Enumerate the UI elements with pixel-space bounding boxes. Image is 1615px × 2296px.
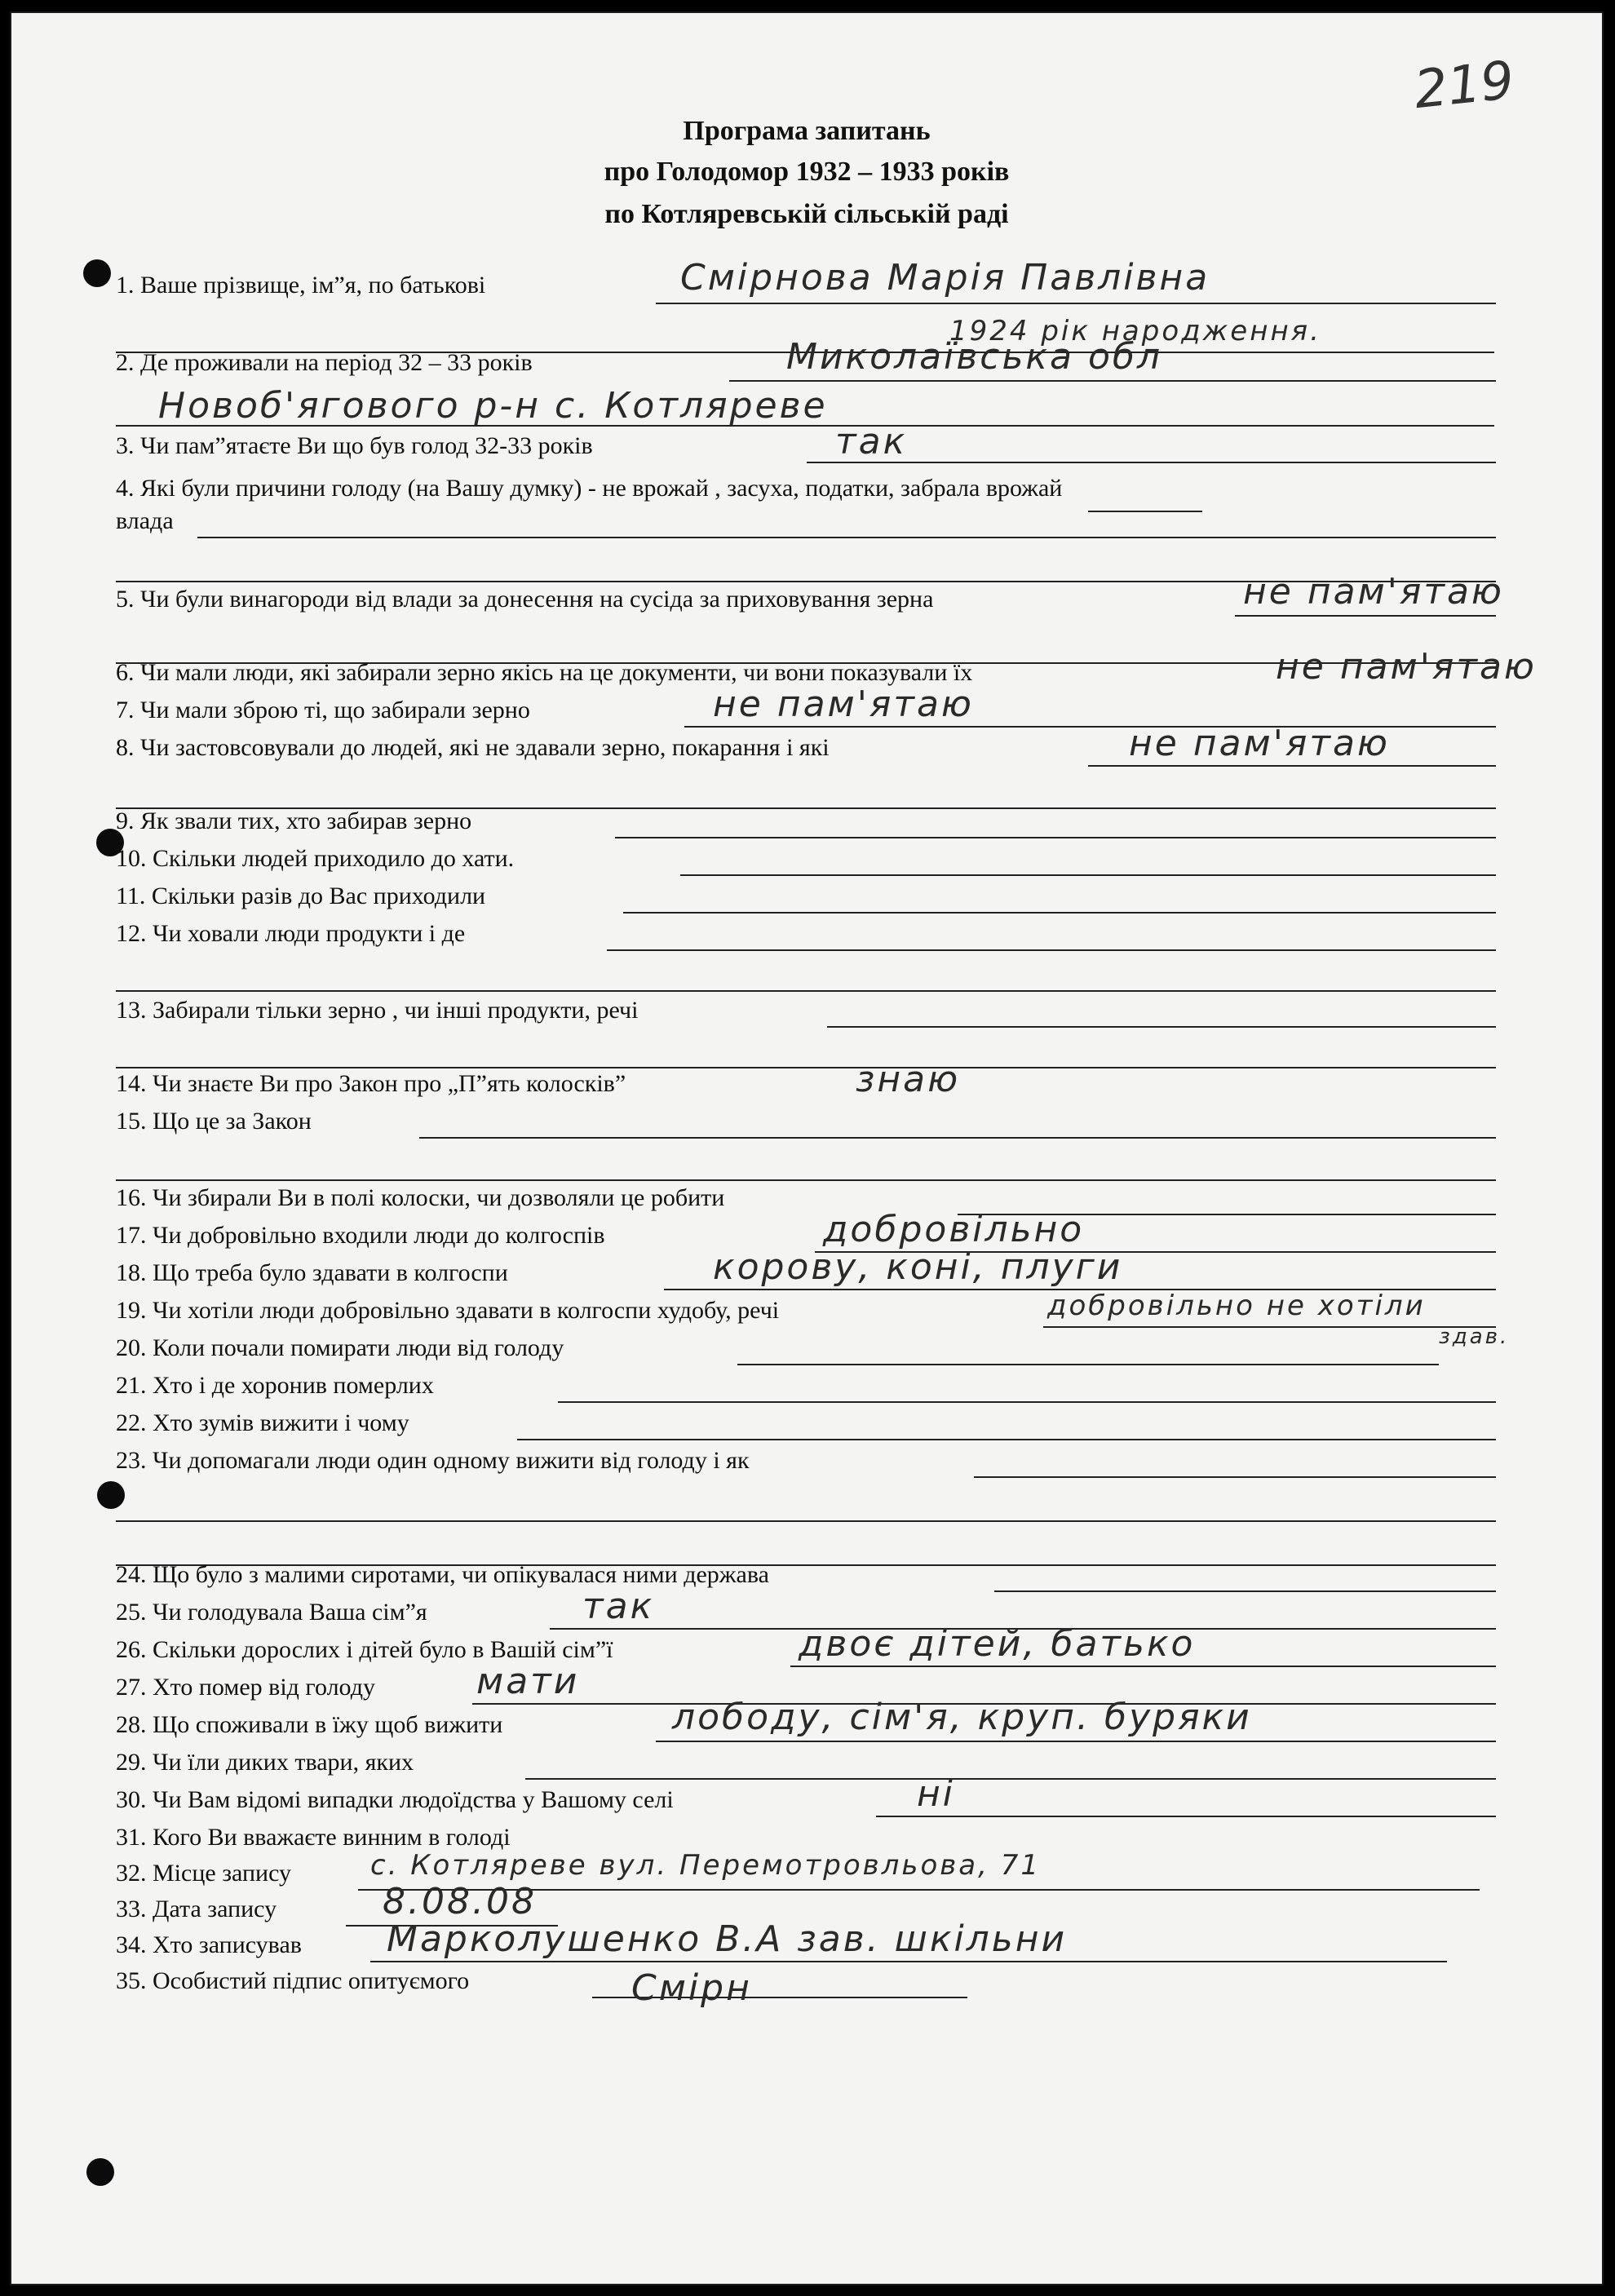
question-label: 34. Хто записував (116, 1931, 302, 1958)
answer-text: Марколушенко В.А зав. шкільни (387, 1918, 1068, 1960)
answer-line (623, 912, 1496, 914)
question-label: 18. Що треба було здавати в колгоспи (116, 1259, 508, 1286)
answer-text: ні (917, 1773, 955, 1815)
question-label: 15. Що це за Закон (116, 1108, 312, 1135)
answer-text: так (835, 421, 908, 462)
answer-text: лободу, сім'я, круп. буряки (672, 1697, 1252, 1738)
signature: Смірн (631, 1967, 752, 2009)
answer-text: знаю (856, 1059, 961, 1100)
question-11 (11, 881, 1602, 922)
answer-line (656, 1741, 1496, 1742)
question-label: 14. Чи знаєте Ви про Закон про „П”ять колосків” (116, 1070, 626, 1097)
question-label: 2. Де проживали на період 32 – 33 років (116, 349, 533, 376)
answer-text: Смірнова Марія Павлівна (680, 257, 1210, 299)
question-label: 5. Чи були винагороди від влади за донесення на сусіда за приховування зерна (116, 586, 934, 613)
question-label: 19. Чи хотіли люди добровільно здавати в колгоспи худобу, речі (116, 1297, 780, 1324)
question-label: 21. Хто і де хоронив померлих (116, 1372, 434, 1399)
answer-line (615, 837, 1496, 838)
answer-text-2: 1924 рік народження. (949, 315, 1321, 347)
question-label: 27. Хто помер від голоду (116, 1674, 375, 1701)
question-20 (11, 1333, 1602, 1374)
question-16 (11, 1183, 1602, 1223)
answer-line (116, 1179, 1496, 1181)
question-label: 32. Місце запису (116, 1860, 291, 1887)
question-2 (11, 336, 1602, 427)
answer-line (1043, 1326, 1496, 1328)
questionnaire-page (10, 11, 1604, 2285)
answer-text: не пам'ятаю (713, 683, 974, 725)
answer-text: так (582, 1586, 655, 1627)
question-10 (11, 843, 1602, 884)
answer-line (729, 380, 1496, 382)
answer-line (525, 1778, 1496, 1780)
answer-text: добровільно (823, 1209, 1085, 1250)
answer-line (807, 462, 1496, 463)
question-21 (11, 1370, 1602, 1411)
title-line-2: про Голодомор 1932 – 1933 років (604, 157, 1010, 187)
question-23 (11, 1445, 1602, 1486)
answer-text: мати (476, 1661, 580, 1702)
answer-text-2: Новоб'ягового р-н с. Котляреве (158, 385, 828, 427)
answer-text: 8.08.08 (383, 1881, 537, 1922)
question-label: 12. Чи ховали люди продукти і де (116, 920, 466, 947)
answer-text-2: здав. (1439, 1325, 1510, 1349)
question-label: 10. Скільки людей приходило до хати. (116, 845, 515, 872)
answer-text: не пам'ятаю (1276, 646, 1537, 688)
question-label: 33. Дата запису (116, 1896, 277, 1922)
question-label: 22. Хто зумів вижити і чому (116, 1409, 409, 1436)
answer-text: Миколаївська обл (786, 336, 1163, 378)
question-26 (11, 1623, 1602, 1675)
answer-line (1235, 615, 1496, 617)
question-4-cont (11, 506, 1602, 546)
answer-text: корову, коні, плуги (713, 1246, 1123, 1288)
question-14 (11, 1059, 1602, 1109)
question-label: 30. Чи Вам відомі випадки людоїдства у Вашому селі (116, 1786, 674, 1813)
question-29 (11, 1747, 1602, 1788)
answer-line (790, 1666, 1496, 1667)
question-label: 26. Скільки дорослих і дітей було в Вашій сім”ї (116, 1636, 613, 1663)
answer-line (370, 1961, 1447, 1962)
question-label: 31. Кого Ви вважаєте винним в голоді (116, 1824, 511, 1851)
question-24 (11, 1559, 1602, 1600)
question-label: 1. Ваше прізвище, ім”я, по батькові (116, 272, 486, 299)
question-label: 20. Коли почали помирати люди від голоду (116, 1334, 564, 1361)
question-label: 25. Чи голодувала Ваша сім”я (116, 1599, 427, 1626)
answer-text: добровільно не хотіли (1047, 1290, 1426, 1322)
answer-line (558, 1401, 1496, 1403)
question-label: 23. Чи допомагали люди один одному вижити від голоду і як (116, 1447, 750, 1474)
answer-line (197, 537, 1496, 538)
question-9 (11, 806, 1602, 847)
question-label: 7. Чи мали зброю ті, що забирали зерно (116, 697, 530, 723)
question-1 (11, 257, 1602, 347)
title-line-3: по Котляревській сільській раді (604, 199, 1009, 229)
answer-line (116, 1520, 1496, 1522)
question-label: 8. Чи застовсовували до людей, які не здавали зерно, покарання і які (116, 734, 830, 761)
page-number: 219 (1411, 50, 1517, 122)
answer-line (1088, 765, 1496, 767)
answer-line (974, 1476, 1496, 1478)
question-34 (11, 1918, 1602, 1971)
question-label: 35. Особистий підпис опитуємого (116, 1967, 470, 1994)
question-label: 16. Чи збирали Ви в полі колоски, чи дозволяли це робити (116, 1184, 725, 1211)
answer-line (419, 1137, 1496, 1139)
question-13 (11, 995, 1602, 1036)
title-line-1: Програма запитань (683, 116, 931, 146)
question-30 (11, 1773, 1602, 1825)
question-32 (11, 1849, 1602, 1899)
question-label: 24. Що було з малими сиротами, чи опікувалася ними держава (116, 1561, 769, 1588)
answer-line (607, 949, 1496, 951)
question-label: 9. Як звали тих, хто забирав зерно (116, 807, 472, 834)
question-35 (11, 1966, 1602, 2009)
answer-text: не пам'ятаю (1129, 723, 1390, 764)
answer-text: с. Котляреве вул. Перемотровльова, 71 (370, 1849, 1041, 1882)
answer-line (116, 990, 1496, 992)
question-8 (11, 723, 1602, 773)
question-3 (11, 421, 1602, 471)
question-label: 28. Що споживали в їжу щоб вижити (116, 1711, 503, 1738)
question-label: 11. Скільки разів до Вас приходили (116, 883, 486, 909)
answer-line (994, 1590, 1496, 1592)
punch-hole (86, 2158, 114, 2186)
answer-line (517, 1439, 1496, 1440)
answer-line (680, 874, 1496, 876)
question-label: 3. Чи пам”ятаєте Ви що був голод 32-33 років (116, 432, 593, 459)
question-label: 29. Чи їли диких твари, яких (116, 1749, 414, 1776)
answer-line (827, 1026, 1496, 1028)
answer-text: двоє дітей, батько (799, 1623, 1196, 1665)
answer-line (876, 1816, 1496, 1817)
question-label: 4. Які були причини голоду (на Вашу думку) - не врожай , засуха, податки, забрала врожай (116, 475, 1063, 502)
question-12 (11, 918, 1602, 959)
question-label: 13. Забирали тільки зерно , чи інші продукти, речі (116, 997, 639, 1024)
question-22 (11, 1408, 1602, 1449)
answer-text: не пам'ятаю (1243, 571, 1504, 613)
question-28 (11, 1697, 1602, 1750)
question-label-2: влада (116, 507, 174, 534)
question-5 (11, 571, 1602, 625)
answer-line (656, 303, 1496, 304)
question-15 (11, 1106, 1602, 1147)
question-label: 17. Чи добровільно входили люди до колгоспів (116, 1222, 605, 1249)
answer-line (737, 1364, 1439, 1365)
question-label: 6. Чи мали люди, які забирали зерно якісь на це документи, чи вони показували їх (116, 659, 973, 686)
